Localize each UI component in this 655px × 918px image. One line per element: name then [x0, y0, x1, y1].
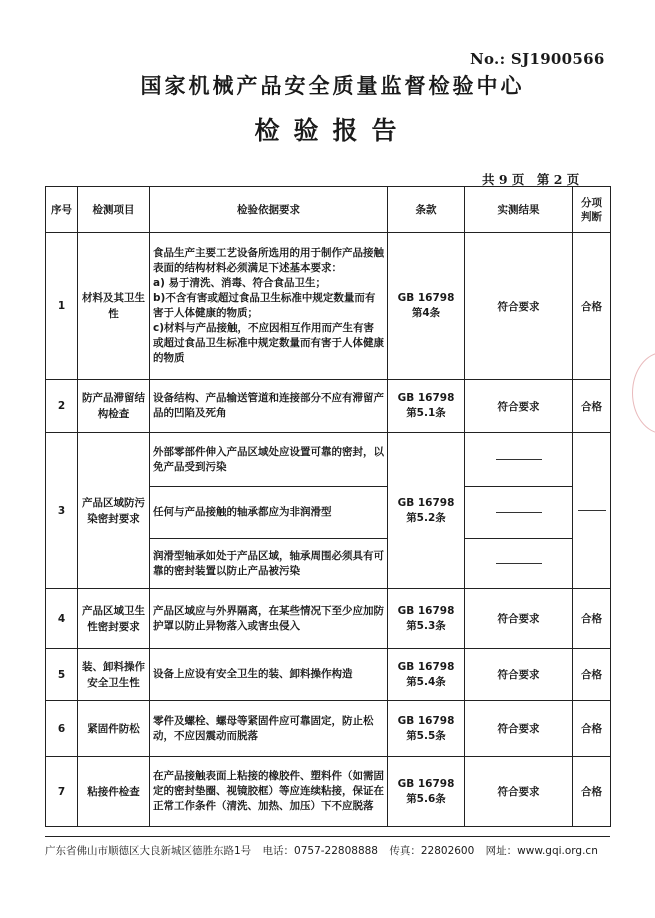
header-requirement: 检验依据要求: [150, 187, 388, 233]
row-requirement: 外部零部件伸入产品区域处应设置可靠的密封，以免产品受到污染: [150, 433, 388, 487]
row-seq: 4: [46, 589, 78, 649]
row-result: 符合要求: [465, 757, 573, 827]
row-clause: GB 16798 第5.5条: [388, 701, 465, 757]
table-row: [46, 433, 611, 487]
row-result: 符合要求: [465, 649, 573, 701]
row-clause: GB 16798 第4条: [388, 233, 465, 380]
table-row: [46, 701, 611, 757]
table-row: [46, 649, 611, 701]
footer-fax: 传真：22802600: [389, 845, 475, 857]
row-requirement: 产品区域应与外界隔离，在某些情况下至少应加防护罩以防止异物落入或害虫侵入: [150, 589, 388, 649]
header-seq: 序号: [46, 187, 78, 233]
row-item: 材料及其卫生性: [78, 233, 150, 380]
row-item: 防产品滞留结构检查: [78, 380, 150, 433]
row-seq: 7: [46, 757, 78, 827]
table-header-row: [46, 187, 611, 233]
row-requirement: 设备结构、产品输送管道和连接部分不应有滞留产品的凹陷及死角: [150, 380, 388, 433]
row-seq: 2: [46, 380, 78, 433]
document-title: 检验报告: [254, 116, 411, 145]
row-requirement: [150, 233, 388, 380]
row-item: 产品区域卫生性密封要求: [78, 589, 150, 649]
seal-stamp-icon: [632, 352, 655, 434]
row-clause: GB 16798 第5.1条: [388, 380, 465, 433]
row-verdict: 合格: [573, 589, 611, 649]
row-result: 符合要求: [465, 380, 573, 433]
row-result-dash: [465, 433, 573, 487]
table-row: [46, 233, 611, 380]
table-row: [46, 757, 611, 827]
row-verdict: 合格: [573, 701, 611, 757]
dash-mark: [496, 563, 542, 564]
dash-mark: [496, 459, 542, 460]
row-seq: 3: [46, 433, 78, 589]
row-clause: GB 16798 第5.4条: [388, 649, 465, 701]
table-row: [46, 589, 611, 649]
footer-divider: [45, 836, 610, 837]
header-result: 实测结果: [465, 187, 573, 233]
row-result: 符合要求: [465, 701, 573, 757]
row-verdict: 合格: [573, 757, 611, 827]
table-row: [46, 380, 611, 433]
row-result-dash: [465, 487, 573, 539]
row-item: 产品区域防污染密封要求: [78, 433, 150, 589]
footer-phone: 电话：0757-22808888: [262, 845, 378, 857]
row-requirement: 任何与产品接触的轴承都应为非润滑型: [150, 487, 388, 539]
header-clause: 条款: [388, 187, 465, 233]
row-result: 符合要求: [465, 589, 573, 649]
row-verdict: 合格: [573, 649, 611, 701]
row-verdict: 合格: [573, 380, 611, 433]
row-requirement: 润滑型轴承如处于产品区域，轴承周围必须具有可靠的密封装置以防止产品被污染: [150, 539, 388, 589]
report-number: No.: SJ1900566: [470, 50, 605, 68]
row-seq: 6: [46, 701, 78, 757]
footer-address: 广东省佛山市顺德区大良新城区德胜东路1号: [45, 845, 252, 857]
footer: [45, 843, 605, 858]
organization-title: 国家机械产品安全质量监督检验中心: [140, 74, 525, 98]
row-seq: 1: [46, 233, 78, 380]
row-item: 装、卸料操作安全卫生性: [78, 649, 150, 701]
requirement-text: 食品生产主要工艺设备所选用的用于制作产品接触表面的结构材料必须满足下述基本要求： a) 易于清洗、消毒、符合食品卫生； b)不含有害或超过食品卫生标准中规定数量而有害于人体健康的物质； c)材料与产品接触，不应因相互作用而产生有害或超过食品卫生标准中规定数量而有害于人体健康的物质: [153, 247, 384, 364]
row-item: 紧固件防松: [78, 701, 150, 757]
row-clause: GB 16798 第5.6条: [388, 757, 465, 827]
dash-mark: [578, 510, 606, 511]
row-item: 粘接件检查: [78, 757, 150, 827]
dash-mark: [496, 512, 542, 513]
inspection-table: [45, 186, 611, 827]
row-result-dash: [465, 539, 573, 589]
row-verdict: 合格: [573, 233, 611, 380]
row-requirement: 零件及螺栓、螺母等紧固件应可靠固定，防止松动，不应因震动而脱落: [150, 701, 388, 757]
row-requirement: 设备上应设有安全卫生的装、卸料操作构造: [150, 649, 388, 701]
row-clause: GB 16798 第5.2条: [388, 433, 465, 589]
header-item: 检测项目: [78, 187, 150, 233]
row-result: 符合要求: [465, 233, 573, 380]
row-seq: 5: [46, 649, 78, 701]
row-clause: GB 16798 第5.3条: [388, 589, 465, 649]
header-verdict: 分项判断: [573, 187, 611, 233]
page-indicator: 共 9 页 第 2 页: [482, 172, 580, 187]
footer-website: 网址：www.gqi.org.cn: [485, 845, 598, 857]
row-requirement: 在产品接触表面上粘接的橡胶件、塑料件（如需固定的密封垫圈、视镜胶框）等应连续粘接，保证在正常工作条件（清洗、加热、加压）下不应脱落: [150, 757, 388, 827]
row-verdict-dash: [573, 433, 611, 589]
